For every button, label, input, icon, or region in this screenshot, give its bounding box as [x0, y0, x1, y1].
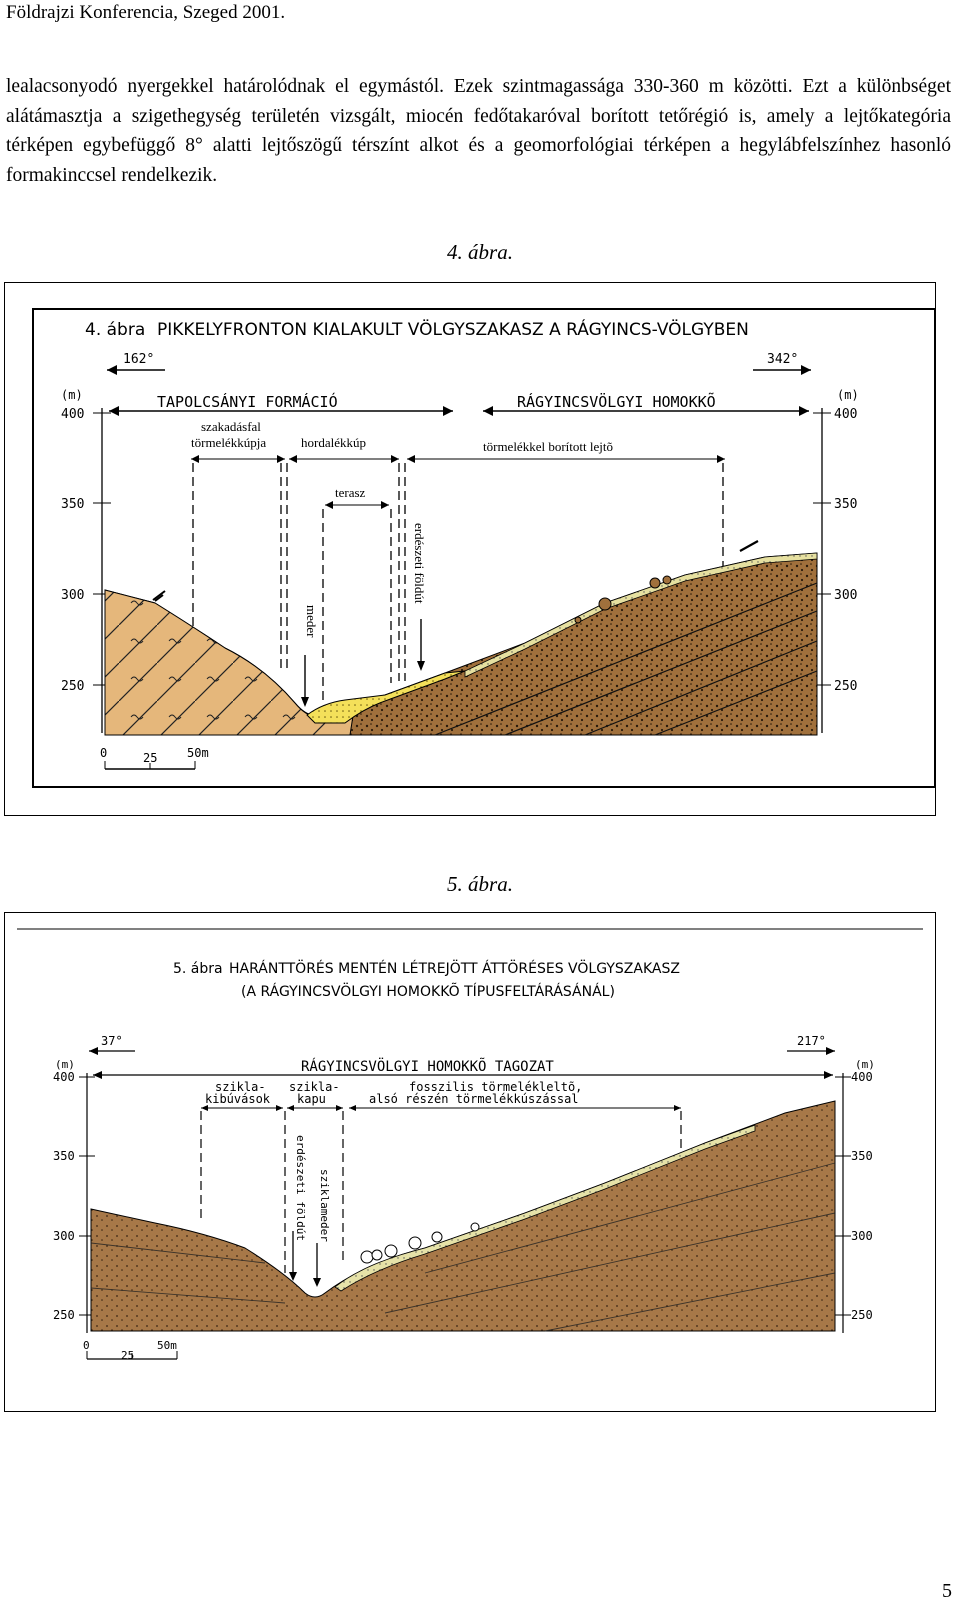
- fig5-title-num: 5. ábra: [173, 961, 223, 977]
- fig4-label-hordalekkup: hordalékkúp: [301, 435, 366, 450]
- fig5-tick-400-left: 400: [53, 1070, 75, 1084]
- fig4-label-foldut: erdészeti földút: [412, 523, 427, 604]
- fig5-tick-400-right: 400: [851, 1070, 873, 1084]
- fig4-tick-400-left: 400: [61, 407, 85, 422]
- fig5-tick-300-left: 300: [53, 1229, 75, 1243]
- fig5-label-foldut: erdészeti földút: [294, 1135, 307, 1241]
- fig4-scale-25: 25: [143, 751, 158, 765]
- page-number: 5: [942, 1580, 952, 1602]
- fig4-label-szakadasfal-1: szakadásfal: [201, 419, 261, 434]
- fig4-scale-50: 50m: [187, 746, 209, 760]
- fig5-label-kibuvas-1: szikla-: [215, 1080, 266, 1094]
- fig4-formation-left: TAPOLCSÁNYI FORMÁCIÓ: [157, 393, 338, 411]
- fig4-label-lejto: törmelékkel borított lejtõ: [483, 439, 613, 454]
- fig5-label-fosszilis-2: alsó részén törmelékkúszással: [369, 1092, 579, 1106]
- fig5-title-line2: (A RÁGYINCSVÖLGYI HOMOKKÕ TÍPUSFELTÁRÁSÁNÁL): [241, 984, 615, 1000]
- figure4-caption: 4. ábra.: [447, 240, 513, 264]
- fig4-scale-0: 0: [100, 746, 108, 760]
- figure5-caption: 5. ábra.: [447, 872, 513, 896]
- fig4-formation-right: RÁGYINCSVÖLGYI HOMOKKÕ: [517, 393, 716, 411]
- fig5-label-kapu-1: szikla-: [289, 1080, 340, 1094]
- fig5-tick-250-right: 250: [851, 1308, 873, 1322]
- fig5-tick-250-left: 250: [53, 1308, 75, 1322]
- fig4-label-terasz: terasz: [335, 485, 366, 500]
- fig4-tick-300-left: 300: [61, 588, 85, 603]
- running-header: Földrajzi Konferencia, Szeged 2001.: [6, 2, 286, 23]
- fig4-tick-350-left: 350: [61, 497, 85, 512]
- fig5-bearing-left: 37°: [101, 1034, 123, 1048]
- fig4-title-num: 4. ábra: [85, 320, 146, 340]
- fig4-tick-250-right: 250: [834, 679, 858, 694]
- fig5-unit-left: (m): [55, 1058, 75, 1071]
- fig5-formation: RÁGYINCSVÖLGYI HOMOKKÕ TAGOZAT: [301, 1059, 554, 1075]
- body-paragraph: lealacsonyodó nyergekkel határolódnak el egymástól. Ezek szintmagassága 330-360 m közötti. Ezt a különbséget alátámasztja a szigethegység területén vizsgált, miocén fedőtakaróval borított tetőrégió is, amely a lejtőkategória térképen egybefüggő 8° alatti lejtőszögű térszínt alkot és a geomorfológiai térképen a hegylábfelszínhez hasonló formakinccsel rendelkezik.: [6, 76, 951, 186]
- fig5-scale-0: 0: [83, 1339, 90, 1352]
- fig4-title: PIKKELYFRONTON KIALAKULT VÖLGYSZAKASZ A RÁGYINCS-VÖLGYBEN: [157, 320, 749, 340]
- fig5-tick-350-right: 350: [851, 1149, 873, 1163]
- fig4-label-meder: meder: [304, 605, 319, 638]
- figure4-diagram: [5, 283, 935, 815]
- fig5-label-kapu-2: kapu: [297, 1092, 326, 1106]
- fig5-tick-350-left: 350: [53, 1149, 75, 1163]
- figure5-diagram: [5, 913, 935, 1411]
- figure4-frame: [4, 282, 936, 816]
- fig5-scale-25: 25: [121, 1349, 135, 1362]
- fig4-bearing-left: 162°: [123, 352, 155, 367]
- fig5-tick-300-right: 300: [851, 1229, 873, 1243]
- fig4-tick-400-right: 400: [834, 407, 858, 422]
- fig5-label-sziklameder: sziklameder: [318, 1169, 331, 1242]
- fig4-label-szakadasfal-2: törmelékkúpja: [191, 435, 267, 450]
- fig5-unit-right: (m): [855, 1058, 875, 1071]
- fig5-bearing-right: 217°: [797, 1034, 826, 1048]
- fig5-label-fosszilis-1: fosszilis törmelékleltõ,: [409, 1080, 583, 1094]
- fig4-tick-350-right: 350: [834, 497, 858, 512]
- fig4-tick-300-right: 300: [834, 588, 858, 603]
- fig5-title-line1: HARÁNTTÖRÉS MENTÉN LÉTREJÖTT ÁTTÖRÉSES VÖLGYSZAKASZ: [229, 961, 680, 977]
- fig4-tick-250-left: 250: [61, 679, 85, 694]
- fig5-scale-50: 50m: [157, 1339, 177, 1352]
- fig4-bearing-right: 342°: [767, 352, 799, 367]
- fig5-label-kibuvas-2: kibúvások: [205, 1092, 271, 1106]
- fig4-unit-right: (m): [837, 388, 859, 402]
- figure5-frame: [4, 912, 936, 1412]
- fig4-unit-left: (m): [61, 388, 83, 402]
